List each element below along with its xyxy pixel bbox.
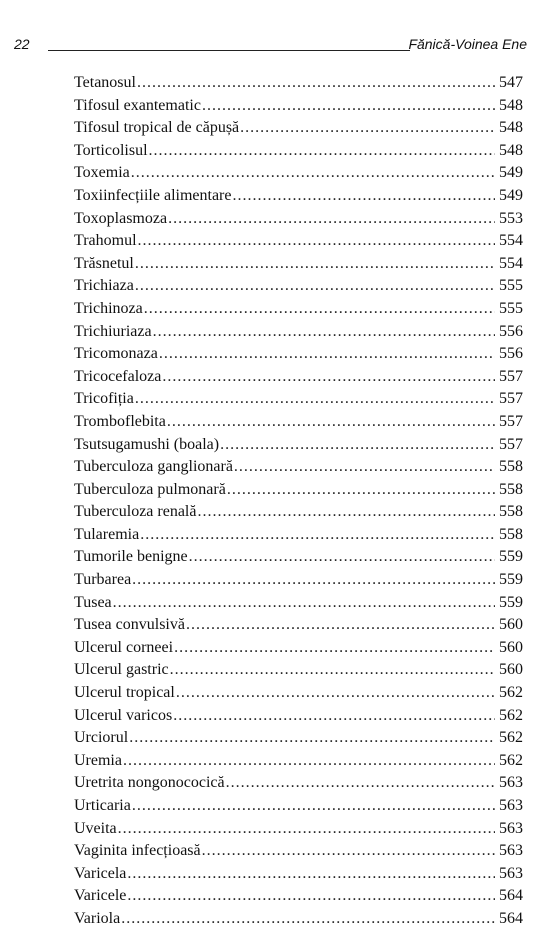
dot-leader — [137, 72, 495, 95]
toc-entry — [74, 569, 523, 592]
dot-leader — [127, 885, 495, 908]
entry-page-number: 548 — [499, 141, 523, 159]
dot-leader — [132, 795, 495, 818]
entry-page-number: 558 — [499, 525, 523, 543]
entry-title: Toxoplasmoza — [74, 209, 168, 227]
entry-page-number: 563 — [499, 797, 523, 814]
entry-page-number: 556 — [499, 345, 523, 363]
toc-entry — [74, 524, 523, 547]
toc-entry — [74, 818, 523, 841]
entry-title: Uretrita nongonococică — [74, 774, 225, 792]
toc-entry — [74, 321, 523, 344]
entry-title: Ulcerul tropical — [74, 684, 175, 702]
entry-page-number: 558 — [499, 458, 523, 476]
entry-title: Tumorile benigne — [74, 548, 188, 566]
toc-entry — [74, 772, 523, 795]
dot-leader — [168, 208, 495, 231]
entry-title: Urticaria — [74, 797, 131, 814]
entry-title: Tifosul exantematic — [74, 96, 201, 114]
entry-page-number: 559 — [499, 571, 523, 589]
entry-page-number: 563 — [499, 864, 523, 882]
entry-page-number: 556 — [499, 322, 523, 340]
toc-entry — [74, 885, 523, 908]
toc-entry — [74, 727, 523, 750]
entry-title: Tsutsugamushi (boala) — [74, 435, 220, 453]
dot-leader — [132, 569, 495, 592]
entry-page-number: 554 — [499, 232, 523, 250]
entry-page-number: 557 — [499, 390, 523, 408]
dot-leader — [202, 840, 495, 863]
entry-page-number: 560 — [499, 661, 523, 679]
dot-leader — [121, 908, 495, 931]
entry-page-number: 558 — [499, 480, 523, 498]
entry-page-number: 562 — [499, 684, 523, 702]
dot-leader — [174, 637, 495, 660]
entry-page-number: 559 — [499, 593, 523, 611]
dot-leader — [153, 321, 495, 344]
entry-title: Tuberculoza ganglionară — [74, 458, 233, 476]
entry-page-number: 560 — [499, 638, 523, 656]
entry-page-number: 563 — [499, 774, 523, 792]
entry-title: Uremia — [74, 751, 122, 769]
dot-leader — [135, 253, 495, 276]
toc-entry — [74, 637, 523, 660]
dot-leader — [162, 366, 495, 389]
toc-entry — [74, 72, 523, 95]
dot-leader — [240, 117, 495, 140]
author-name: Fănică-Voinea Ene — [408, 36, 527, 52]
dot-leader — [197, 501, 495, 524]
dot-leader — [138, 230, 495, 253]
entry-page-number: 563 — [499, 842, 523, 860]
dot-leader — [202, 95, 495, 118]
entry-page-number: 562 — [499, 729, 523, 747]
entry-page-number: 564 — [499, 887, 523, 905]
toc-entry — [74, 388, 523, 411]
toc-entry — [74, 795, 523, 818]
entry-title: Varicela — [74, 864, 127, 882]
toc-entry — [74, 253, 523, 276]
dot-leader — [144, 298, 495, 321]
dot-leader — [170, 659, 495, 682]
toc-entry — [74, 366, 523, 389]
entry-page-number: 549 — [499, 164, 523, 182]
running-header — [14, 36, 527, 56]
toc-entry — [74, 501, 523, 524]
entry-title: Trichiuriaza — [74, 322, 152, 340]
toc-entry — [74, 705, 523, 728]
entry-page-number: 547 — [499, 74, 523, 91]
dot-leader — [123, 750, 495, 773]
entry-title: Urciorul — [74, 729, 129, 747]
dot-leader — [127, 863, 495, 886]
entry-title: Ulcerul gastric — [74, 661, 169, 679]
entry-title: Tifosul tropical de căpușă — [74, 119, 240, 137]
toc-entry — [74, 298, 523, 321]
toc-entry — [74, 614, 523, 637]
entry-page-number: 553 — [499, 209, 523, 227]
toc-entry — [74, 230, 523, 253]
entry-title: Torticolisul — [74, 141, 148, 159]
entry-page-number: 555 — [499, 277, 523, 295]
toc-entry — [74, 95, 523, 118]
toc-entry — [74, 840, 523, 863]
entry-title: Ulcerul varicos — [74, 706, 173, 724]
entry-page-number: 554 — [499, 254, 523, 272]
entry-title: Vaginita infecțioasă — [74, 842, 201, 860]
dot-leader — [131, 162, 495, 185]
entry-title: Trichiaza — [74, 277, 134, 295]
entry-title: Tetanosul — [74, 74, 136, 91]
dot-leader — [186, 614, 495, 637]
toc-entry — [74, 275, 523, 298]
dot-leader — [113, 592, 495, 615]
dot-leader — [149, 140, 495, 163]
toc-entry — [74, 434, 523, 457]
entry-title: Tuberculoza pulmonară — [74, 480, 226, 498]
entry-page-number: 557 — [499, 412, 523, 430]
entry-title: Tularemia — [74, 525, 140, 543]
dot-leader — [176, 682, 495, 705]
toc-entry — [74, 185, 523, 208]
dot-leader — [118, 818, 495, 841]
toc-entry — [74, 343, 523, 366]
toc-entry — [74, 682, 523, 705]
header-rule — [48, 50, 410, 51]
entry-page-number: 557 — [499, 367, 523, 385]
entry-title: Tricomonaza — [74, 345, 158, 363]
toc-entry — [74, 908, 523, 931]
entry-title: Variola — [74, 909, 121, 927]
toc-entry — [74, 750, 523, 773]
dot-leader — [227, 479, 495, 502]
entry-page-number: 563 — [499, 819, 523, 837]
entry-page-number: 555 — [499, 299, 523, 317]
entry-page-number: 562 — [499, 706, 523, 724]
dot-leader — [135, 388, 495, 411]
entry-page-number: 557 — [499, 435, 523, 453]
entry-title: Tromboflebita — [74, 412, 166, 430]
toc-entry — [74, 592, 523, 615]
toc-entry — [74, 479, 523, 502]
entry-page-number: 564 — [499, 909, 523, 927]
entry-page-number: 560 — [499, 616, 523, 634]
toc-entry — [74, 162, 523, 185]
toc-entry — [74, 411, 523, 434]
entry-page-number: 559 — [499, 548, 523, 566]
entry-title: Toxemia — [74, 164, 130, 182]
entry-title: Tuberculoza renală — [74, 503, 197, 521]
dot-leader — [226, 772, 495, 795]
entry-title: Tusea convulsivă — [74, 616, 185, 634]
toc-entry — [74, 456, 523, 479]
entry-title: Tricofiția — [74, 390, 134, 408]
toc-entry — [74, 140, 523, 163]
toc-entry — [74, 546, 523, 569]
dot-leader — [173, 705, 495, 728]
entry-title: Trăsnetul — [74, 254, 134, 272]
entry-title: Tusea — [74, 593, 112, 611]
toc-entry — [74, 863, 523, 886]
entry-title: Tricocefaloza — [74, 367, 162, 385]
entry-title: Toxiinfecțiile alimentare — [74, 186, 232, 204]
toc-entry — [74, 208, 523, 231]
dot-leader — [140, 524, 495, 547]
entry-title: Turbarea — [74, 571, 132, 589]
entry-title: Varicele — [74, 887, 127, 905]
entry-page-number: 548 — [499, 119, 523, 137]
entry-title: Trahomul — [74, 232, 137, 250]
dot-leader — [232, 185, 495, 208]
toc-entry — [74, 117, 523, 140]
entry-page-number: 562 — [499, 751, 523, 769]
dot-leader — [220, 434, 495, 457]
dot-leader — [167, 411, 495, 434]
toc-entry — [74, 659, 523, 682]
table-of-contents — [74, 72, 523, 931]
dot-leader — [129, 727, 495, 750]
entry-page-number: 549 — [499, 186, 523, 204]
entry-title: Uveita — [74, 819, 117, 837]
entry-title: Trichinoza — [74, 299, 143, 317]
entry-page-number: 548 — [499, 96, 523, 114]
entry-title: Ulcerul corneei — [74, 638, 174, 656]
entry-page-number: 558 — [499, 503, 523, 521]
page-number: 22 — [14, 36, 30, 52]
dot-leader — [135, 275, 495, 298]
dot-leader — [234, 456, 495, 479]
dot-leader — [159, 343, 495, 366]
dot-leader — [189, 546, 495, 569]
